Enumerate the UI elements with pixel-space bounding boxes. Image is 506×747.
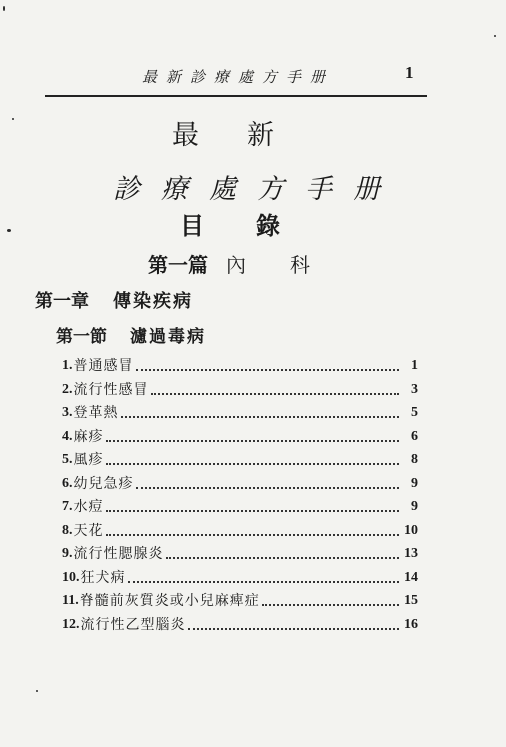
toc-entry-page: 8: [411, 452, 418, 467]
toc-entry-number: 3.: [62, 405, 73, 420]
paper-speck: [7, 229, 11, 232]
toc-entry-number: 1.: [62, 358, 73, 373]
section-name: 濾過毒病: [130, 327, 206, 347]
dot-leader: [166, 556, 400, 559]
toc-entry-page: 3: [411, 381, 418, 397]
toc-entry-page: 10: [404, 522, 418, 538]
toc-entry-page: 15: [404, 593, 418, 608]
toc-entry-title: 流行性腮腺炎: [73, 546, 164, 562]
running-header-title: 最新診療處方手册: [142, 68, 335, 86]
paper-speck: [12, 118, 14, 120]
toc-entry-number: 5.: [62, 452, 73, 467]
paper-speck: [3, 6, 5, 11]
toc-entry: [62, 565, 418, 587]
dot-leader: [106, 462, 400, 465]
toc-entry: [62, 612, 418, 634]
toc-entry: [62, 518, 418, 540]
toc-entry-number: 7.: [62, 499, 73, 514]
toc-entry-title: 登革熱: [73, 405, 119, 421]
toc-entry-title: 狂犬病: [80, 569, 126, 586]
toc-entry-page: 6: [411, 428, 418, 444]
dot-leader: [106, 533, 400, 536]
toc-entry-number: 10.: [62, 569, 80, 585]
book-title-line-1: 最新: [172, 120, 322, 151]
toc-entry-page: 1: [411, 358, 418, 373]
toc-entry: [62, 447, 418, 469]
toc-entry-title: 流行性感冒: [73, 381, 149, 398]
chapter-label: 第一章: [35, 291, 89, 312]
dot-leader: [151, 392, 400, 395]
toc-entry-number: 8.: [62, 522, 73, 538]
toc-entry-number: 6.: [62, 475, 73, 491]
toc-entry-title: 普通感冒: [73, 358, 134, 374]
dot-leader: [136, 368, 400, 371]
dot-leader: [136, 486, 400, 489]
toc-entry-number: 2.: [62, 381, 73, 397]
toc-entry: [62, 541, 418, 563]
toc-heading: 目錄: [180, 211, 332, 240]
dot-leader: [128, 580, 400, 583]
toc-entry-page: 9: [411, 475, 418, 491]
dot-leader: [106, 439, 400, 442]
toc-entry-number: 12.: [62, 616, 80, 632]
toc-entry-title: 天花: [73, 522, 104, 539]
toc-entry-title: 幼兒急疹: [73, 475, 134, 492]
page-number: 1: [405, 63, 414, 82]
toc-entry-number: 9.: [62, 546, 73, 561]
toc-entry-number: 11.: [62, 593, 79, 608]
dot-leader: [106, 509, 400, 512]
toc-entry-title: 水痘: [73, 499, 104, 515]
dot-leader: [121, 415, 400, 418]
toc-entry-number: 4.: [62, 428, 73, 444]
paper-speck: [494, 35, 496, 37]
header-rule: [45, 95, 427, 97]
toc-entry-title: 麻疹: [73, 428, 104, 445]
toc-entry: [62, 494, 418, 516]
dot-leader: [262, 603, 399, 606]
toc-entry-title: 流行性乙型腦炎: [80, 616, 186, 633]
toc-entry-page: 5: [411, 405, 418, 420]
toc-entry-list: [62, 353, 418, 643]
dot-leader: [188, 627, 400, 630]
toc-entry: [62, 424, 418, 446]
paper-speck: [36, 690, 38, 692]
toc-entry-page: 14: [404, 569, 418, 585]
toc-entry-title: 風疹: [73, 452, 104, 468]
toc-entry-page: 13: [404, 546, 418, 561]
part-name: 內科: [226, 253, 354, 277]
chapter-name: 傳染疾病: [113, 291, 193, 312]
toc-entry-page: 16: [404, 616, 418, 632]
toc-entry-title: 脊髓前灰質炎或小兒麻痺症: [79, 593, 260, 609]
toc-entry: [62, 400, 418, 422]
toc-entry: [62, 353, 418, 375]
toc-entry: [62, 588, 418, 610]
book-title-line-2: 診療處方手册: [113, 174, 401, 205]
section-label: 第一節: [56, 327, 107, 347]
toc-entry: [62, 377, 418, 399]
toc-entry-page: 9: [411, 499, 418, 514]
toc-entry: [62, 471, 418, 493]
part-label: 第一篇: [148, 253, 208, 277]
